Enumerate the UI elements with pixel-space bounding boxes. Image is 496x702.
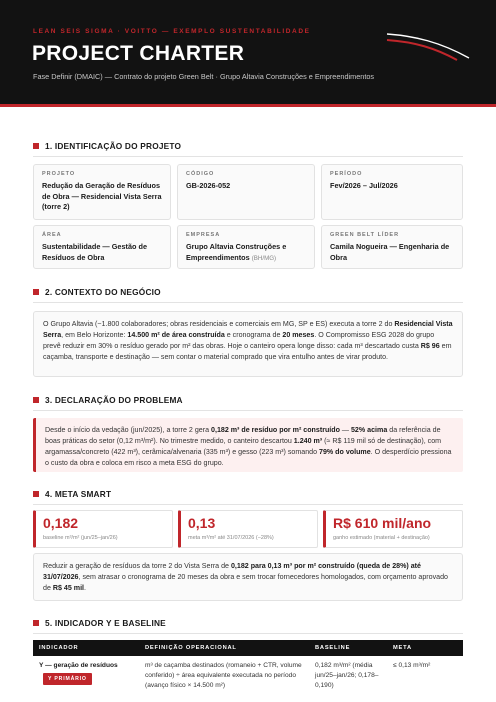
bullet-square-icon xyxy=(33,397,39,403)
bullet-square-icon xyxy=(33,143,39,149)
page-title: PROJECT CHARTER xyxy=(32,42,245,65)
bullet-square-icon xyxy=(33,620,39,626)
section-title-identification: 1. IDENTIFICAÇÃO DO PROJETO xyxy=(33,141,181,151)
card-area: ÁREA Sustentabilidade — Gestão de Resíduos de Obra xyxy=(33,225,171,269)
table-cell: 0,182 m³/m² (média jun/25–jan/26; 0,178–0,190) xyxy=(315,662,379,689)
header-accent-bar xyxy=(0,104,496,107)
table-cell: ≤ 0,13 m³/m² xyxy=(393,662,431,669)
card-green-belt: GREEN BELT LÍDER Camila Nogueira — Engenharia de Obra xyxy=(321,225,463,269)
section-title-indicator: 5. INDICADOR Y E BASELINE xyxy=(33,618,166,628)
card-company: EMPRESA Grupo Altavia Construções e Empreendimentos (BH/MG) xyxy=(177,225,315,269)
divider xyxy=(33,302,463,303)
context-paragraph: O Grupo Altavia (~1.800 colaboradores; obras residenciais e comerciais em MG, SP e ES) executa a torre 2 do Residencial Vista Serra, em Belo Horizonte: 14.500 m² de área construída e cronograma de 20 meses. O Compromisso ESG 2028 do grupo prevê reduzir em 30% o resíduo gerado por m² das obras. Hoje o canteiro opera longe disso: cada m³ descartado custa R$ 96 em caçamba, transporte e destinação — sem contar o material comprado que vira entulho antes de virar produto. xyxy=(33,311,463,377)
column-header: META xyxy=(387,640,463,656)
card-period: PERÍODO Fev/2026 – Jul/2026 xyxy=(321,164,463,220)
problem-statement: Desde o início da vedação (jun/2025), a torre 2 gera 0,182 m³ de resíduo por m² construído — 52% acima da referência de boas práticas do setor (0,12 m³/m²). No trimestre medido, o canteiro descartou 1.240 m³ (≈ R$ 119 mil só de destinação), com argamassa/concreto (422 m³), cerâmica/alvenaria (335 m³) e gesso (223 m³) somando 79% do volume. O desperdício pressiona o custo da obra e coloca em risco a meta ESG do grupo. xyxy=(33,418,463,472)
column-header: DEFINIÇÃO OPERACIONAL xyxy=(139,640,309,656)
page-subtitle: Fase Definir (DMAIC) — Contrato do projeto Green Belt · Grupo Altavia Construções e Empreendimentos xyxy=(33,72,375,81)
kpi-savings: R$ 610 mil/ano ganho estimado (material + destinação) xyxy=(323,510,463,548)
divider xyxy=(33,504,463,505)
bullet-square-icon xyxy=(33,491,39,497)
header-banner xyxy=(0,0,496,104)
bullet-square-icon xyxy=(33,289,39,295)
table-cell: m³ de caçamba destinados (romaneio + CTR, volume conferido) ÷ área equivalente executada no período (avanço físico × 14.500 m²) xyxy=(145,662,302,689)
table-row xyxy=(33,656,463,696)
header-eyebrow: LEAN SEIS SIGMA · VOITTO — EXEMPLO SUSTENTABILIDADE xyxy=(33,28,311,35)
table-cell: Y — geração de resíduos Y PRIMÁRIO xyxy=(33,656,139,696)
divider xyxy=(33,156,463,157)
section-title-context: 2. CONTEXTO DO NEGÓCIO xyxy=(33,287,161,297)
indicator-table xyxy=(33,640,463,696)
divider xyxy=(33,633,463,634)
kpi-baseline: 0,182 baseline m³/m² (jun/25–jan/26) xyxy=(33,510,173,548)
smart-goal-statement: Reduzir a geração de resíduos da torre 2 do Vista Serra de 0,182 para 0,13 m³ por m² construído (queda de 28%) até 31/07/2026, sem atrasar o cronograma de 20 meses da obra e sem trocar fornecedores homologados, com orçamento aprovado de R$ 45 mil. xyxy=(33,553,463,601)
column-header: INDICADOR xyxy=(33,640,139,656)
divider xyxy=(33,410,463,411)
column-header: BASELINE xyxy=(309,640,387,656)
kpi-target: 0,13 meta m³/m² até 31/07/2026 (−28%) xyxy=(178,510,318,548)
card-project: PROJETO Redução da Geração de Resíduos de Obra — Residencial Vista Serra (torre 2) xyxy=(33,164,171,220)
card-code: CÓDIGO GB-2026-052 xyxy=(177,164,315,220)
section-title-problem: 3. DECLARAÇÃO DO PROBLEMA xyxy=(33,395,183,405)
decorative-curve-icon xyxy=(385,24,475,64)
section-title-smart-goal: 4. META SMART xyxy=(33,489,111,499)
status-badge: Y PRIMÁRIO xyxy=(43,673,92,685)
